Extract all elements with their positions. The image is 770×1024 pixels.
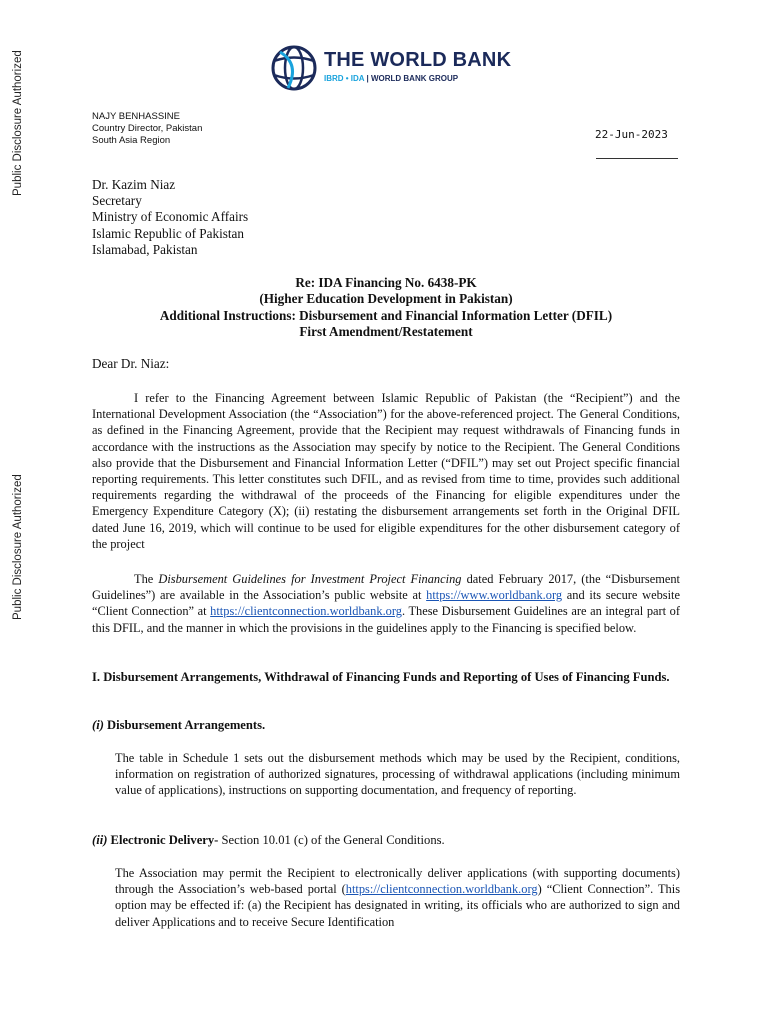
subsection-title: Disbursement Arrangements. (103, 718, 266, 732)
globe-icon (270, 44, 318, 92)
text-run: . These Disbursement Guidelines are an integral part of this DFIL, and the manner in which the provisions in the guidelines apply to the Financing is specified below. (92, 604, 681, 635)
subsection-title: Electronic Delivery- (107, 833, 219, 847)
subject-line: First Amendment/Restatement (299, 324, 473, 340)
letter-date: 22-Jun-2023 (595, 128, 668, 141)
client-connection-link-2[interactable]: https://clientconnection.worldbank.org (345, 882, 538, 897)
subject-line: Additional Instructions: Disbursement and Financial Information Letter (DFIL) (159, 307, 613, 323)
addressee-line: Ministry of Economic Affairs (92, 209, 249, 225)
subject-line: (Higher Education Development in Pakistan) (259, 291, 513, 307)
body-paragraph-2 (92, 571, 680, 636)
text-run: and its secure website “Client Connection” at (92, 588, 680, 619)
addressee-block (92, 177, 248, 258)
sender-title: Country Director, Pakistan (92, 123, 203, 134)
electronic-delivery-paragraph (115, 865, 680, 930)
addressee-line: Secretary (92, 193, 142, 209)
client-connection-link[interactable]: https://clientconnection.worldbank.org (210, 604, 402, 619)
sender-name: NAJY BENHASSINE (92, 111, 180, 122)
text-run: The (134, 572, 159, 586)
disclosure-label-top: Public Disclosure Authorized (12, 50, 24, 196)
world-bank-logo (270, 44, 510, 94)
disbursement-paragraph: The table in Schedule 1 sets out the disbursement methods which may be used by the Recipient, conditions, information on registration of authorized signatures, processing of withdrawal applications (including minimum value of applications), instructions on supporting documentation, and frequency of reporting. (115, 751, 680, 798)
subsection-number: (i) (92, 718, 104, 732)
text-run: dated February 2017, (the “Disbursement Guidelines”) are available in the Association’s public website at (92, 572, 680, 603)
disclosure-label-middle: Public Disclosure Authorized (12, 474, 24, 620)
logo-ibrd-ida: IBRD • IDA (324, 74, 365, 83)
body-paragraph-1: I refer to the Financing Agreement between Islamic Republic of Pakistan (the “Recipient”) and the International Development Association (the “Association”) for the above-referenced project. The General Conditions, as defined in the Financing Agreement, provide that the Recipient may request withdrawals of Financing funds in accordance with the instructions as the Association may specify by notice to the Recipient. The General Conditions also provide that the Disbursement and Financial Information Letter (“DFIL”) may set out Project specific financial reporting requirements. This letter constitutes such DFIL, and as revised from time to time, provides such additional requirements regarding the withdrawal of the proceeds of the Financing for eligible expenditures under the Emergency Expenditure Category (X); (ii) restating the disbursement arrangements set forth in the Original DFIL dated June 16, 2019, which will continue to be used for eligible expenditures for the other disbursement category of the project (92, 391, 680, 551)
subject-block (92, 275, 680, 341)
worldbank-link[interactable]: https://www.worldbank.org (426, 588, 563, 603)
sender-region: South Asia Region (92, 135, 171, 146)
salutation: Dear Dr. Niaz: (92, 356, 170, 371)
subject-line: Re: IDA Financing No. 6438-PK (295, 275, 477, 290)
text-run: The Association may permit the Recipient to electronically deliver applications (with supporting documents) through the Association’s web-based portal ( (115, 866, 680, 897)
date-underline (596, 158, 678, 159)
subsection-heading-electronic (92, 832, 680, 848)
logo-title: THE WORLD BANK (324, 49, 512, 71)
addressee-line: Islamic Republic of Pakistan (92, 225, 244, 241)
addressee-line: Dr. Kazim Niaz (92, 177, 176, 192)
subsection-reference: Section 10.01 (c) of the General Conditions. (218, 833, 445, 847)
text-run: ) “Client Connection”. This option may be effected if: (a) the Recipient has designated in writing, its officials who are authorized to sign and deliver Applications and to receive Secure Identification (115, 882, 681, 929)
logo-group: WORLD BANK GROUP (370, 74, 459, 83)
guidelines-title: Disbursement Guidelines for Investment Project Financing (158, 572, 462, 586)
section-heading: I. Disbursement Arrangements, Withdrawal of Financing Funds and Reporting of Uses of Financing Funds. (92, 670, 670, 684)
logo-separator: | (364, 74, 371, 83)
subsection-number: (ii) (92, 833, 108, 847)
logo-subtitle (324, 74, 458, 83)
addressee-line: Islamabad, Pakistan (92, 241, 198, 257)
subsection-heading-disbursement (92, 717, 680, 733)
sender-block (92, 111, 202, 147)
